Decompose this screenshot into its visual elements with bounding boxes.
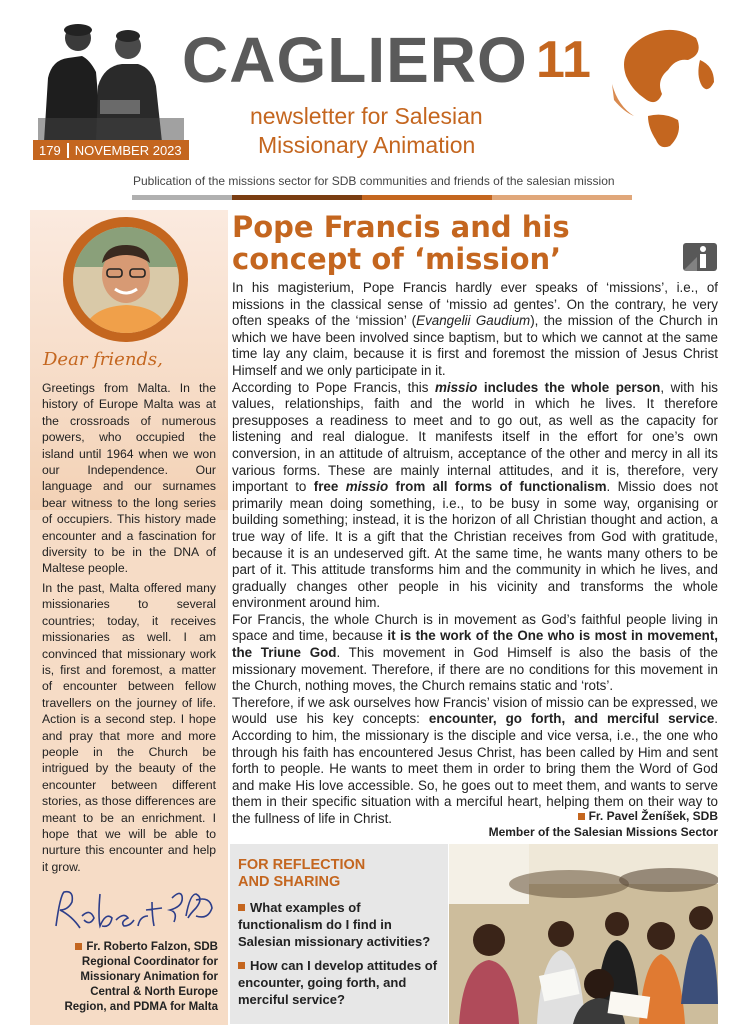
bullet-square-icon (238, 962, 245, 969)
article-paragraph: In his magisterium, Pope Francis hardly ever speaks of ‘missions’, i.e., of missions in the classical sense of ‘missio ad gentes’. On the contrary, he very often speaks of the ‘mission’ (Evangelii Gaudium), the mission of the Church in which we have been involved since baptism, but to which we cannot at the same time lay any claim, because it is first and foremost the mission of Jesus Christ Himself and we only participate in it. (232, 280, 718, 378)
letter-greeting: Dear friends, (43, 349, 163, 370)
bullet-square-icon (75, 943, 82, 950)
author-role: Member of the Salesian Missions Sector (488, 825, 718, 839)
reflection-question: What examples of functionalism do I find in Salesian missionary activities? (238, 900, 431, 949)
masthead (0, 0, 749, 200)
signoff-name: Fr. Roberto Falzon, SDB (86, 941, 218, 953)
portrait-photo (73, 227, 179, 333)
info-icon (683, 243, 717, 271)
author-portrait (63, 217, 188, 342)
article-paragraph: Therefore, if we ask ourselves how Francis’ vision of missio can be expressed, we would use his key concepts: encounter, go forth, and merciful service. According to him, the missionary is the disciple and vice versa, i.e., the one who through his faith has encountered Jesus Christ, has been called by Him and sent forth to people. He wants to meet them in order to bring them the Word of God and make His love accessible. So, he goes out to meet them, and wants to serve them in their specific situation with a merciful heart, helping them on their way to the fullness of life in Christ. (232, 694, 719, 826)
editorial-letter (42, 380, 216, 878)
signoff-line: Central & North Europe (90, 986, 218, 998)
letter-paragraph: In the past, Malta offered many missionaries to several countries; today, it receives missionaries as well. I am convinced that missionary work is, first and foremost, a matter of encounter between fellow travellers on the journey of life. Action is a second step. I hope and pray that more and more people in the Church be intrigued by the beauty of the encounter between different stories, as those differences are meant to be an enrichment. I hope that we will be able to nurture this encounter and help it grow. (42, 580, 216, 874)
signoff-line: Missionary Animation for (80, 971, 218, 983)
issue-date: NOVEMBER 2023 (74, 142, 182, 158)
newsletter-title-number: 11 (536, 31, 591, 89)
globe-logo-icon (604, 20, 724, 150)
article-author (440, 808, 718, 840)
founders-photo (38, 8, 184, 142)
bullet-square-icon (578, 813, 585, 820)
article-title: Pope Francis and his concept of ‘mission’ (232, 210, 570, 276)
author-name: Fr. Pavel Ženíšek, SDB (588, 809, 718, 823)
reflection-question: How can I develop attitudes of encounter, going forth, and merciful service? (238, 958, 438, 1007)
publication-line: Publication of the missions sector for SDB communities and friends of the salesian mission (133, 174, 615, 188)
letter-paragraph: Greetings from Malta. In the history of Europe Malta was at the crossroads of numerous powers, who occupied the island until 1964 when we won our Independence. Our language and our surnames bear witness to the long series of occupiers. This history made encounter and a fascination for diversity to be in the DNA of Maltese people. (42, 381, 216, 576)
header-color-bars (132, 195, 632, 200)
signoff-line: Regional Coordinator for (81, 956, 218, 968)
issue-badge (33, 140, 189, 160)
letter-signoff (42, 940, 218, 1015)
bullet-square-icon (238, 904, 245, 911)
issue-number: 179 (33, 143, 69, 158)
article-paragraph: According to Pope Francis, this missio includes the whole person, with his values, relationships, faith and the world in which he lives. It therefore presupposes a readiness to meet and to go out, as well as the capacity for listening and real dialogue. It manifests itself in the effort for one’s own conversion, in an attitude of altruism, acceptance of the other and mercy in all its various forms. These are mainly internal attitudes, and it is, therefore, very important to free missio from all forms of functionalism. Missio does not primarily mean doing something, i.e., to be busy in some way, organising or building something; instead, it is the horizon of all Christian thought and action, a true way of life. It is a gift that the Christian receives from God with gratitude, because it is an undeserved gift. At the same time, he wants many others to be part of it. This attitude transforms him and the community in which he lives, and gradually changes other people in his vicinity and transforms the whole environment around him. (232, 379, 719, 611)
article-body (232, 280, 718, 828)
newsletter-title: CAGLIERO (182, 24, 528, 96)
handwritten-signature (50, 886, 220, 936)
group-discussion-photo (449, 844, 718, 1024)
subtitle-line-2: Missionary Animation (258, 132, 476, 158)
subtitle-line-1: newsletter for Salesian (250, 103, 483, 129)
reflection-heading: FOR REFLECTION AND SHARING (238, 857, 366, 890)
article-paragraph: For Francis, the whole Church is in movement as God’s faithful people living in space and time, because it is the work of the One who is most in movement, the Triune God. This movement in God Himself is also the basis of the missionary movement. Therefore, if there are no conditions for this movement in the Church, nothing moves, the Church remains static and ‘rots’. (232, 611, 719, 694)
signoff-line: Region, and PDMA for Malta (64, 1001, 218, 1013)
